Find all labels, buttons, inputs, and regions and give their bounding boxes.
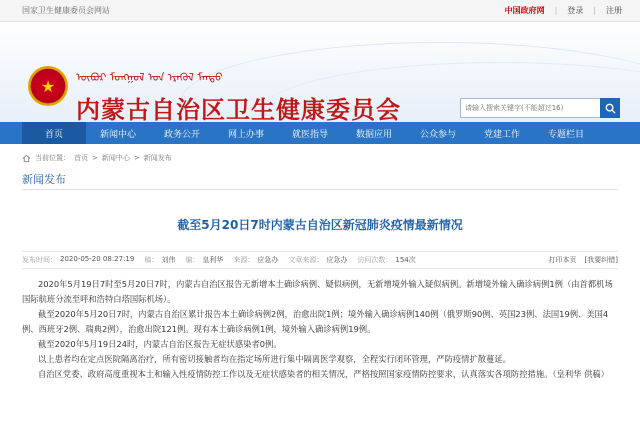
- report-error-link[interactable]: [我要纠错]: [584, 256, 618, 264]
- home-icon: [22, 154, 31, 163]
- section-title: 新闻发布: [22, 168, 618, 190]
- register-link[interactable]: 注册: [606, 6, 622, 15]
- article-paragraph: 2020年5月19日7时至5月20日7时，内蒙古自治区报告无新增本土确诊病例、疑似病例，无新增境外输入疑似病例。新增境外输入确诊病例1例（由首都机场国际航班分流至呼和浩特白塔国际机场）。: [22, 279, 613, 304]
- breadcrumb-home[interactable]: 首页: [74, 154, 88, 162]
- mongolian-title: ᠥᠪᠥᠷ ᠮᠣᠩᠭᠣᠯ ᠤᠨ ᠡᠷᠡᠭᠦᠯ ᠮᠡᠨᠳᠦ: [76, 71, 223, 84]
- article-tools: [549, 255, 618, 265]
- nav-government-affairs[interactable]: 政务公开: [163, 129, 200, 140]
- view-count: 访问次数： 154次: [357, 256, 416, 264]
- national-site-link[interactable]: 国家卫生健康委员会网站: [22, 6, 110, 15]
- source: 来源： 应急办: [233, 256, 279, 264]
- separator: |: [593, 6, 596, 15]
- article-source: 文章来源： 应急办: [288, 256, 348, 264]
- partner-logo[interactable]: 中国政府网: [504, 5, 545, 15]
- article-paragraph: 截至2020年5月20日7时，内蒙古自治区累计报告本土确诊病例2例，治愈出院1例；境外输入确诊病例140例（俄罗斯90例、英国23例、法国19例、美国4例、西班牙2例、瑞典2例），治愈出院121例。现有本土确诊病例1例，境外输入确诊病例19例。: [22, 309, 609, 334]
- article-body: [22, 277, 618, 382]
- login-link[interactable]: 登录: [567, 6, 584, 15]
- breadcrumb-news-release[interactable]: 新闻发布: [143, 154, 172, 162]
- top-bar: [0, 0, 640, 22]
- breadcrumb-separator: >: [133, 154, 140, 162]
- site-banner: [0, 22, 640, 122]
- breadcrumb-prefix: 当前位置：: [35, 154, 70, 162]
- search-box: [460, 98, 620, 118]
- article-title: 截至5月20日7时内蒙古自治区新冠肺炎疫情最新情况: [177, 218, 463, 232]
- main-nav: [0, 122, 640, 144]
- top-bar-actions: [505, 5, 622, 16]
- nav-online-services[interactable]: 网上办事: [227, 129, 264, 140]
- search-icon: [605, 103, 616, 114]
- nav-news-center[interactable]: 新闻中心: [99, 129, 136, 140]
- breadcrumb: [22, 148, 618, 168]
- article-paragraph: 以上患者均在定点医院隔离治疗，所有密切接触者均在指定场所进行集中隔离医学观察，全程实行闭环管理，严防疫情扩散蔓延。: [38, 354, 511, 364]
- national-emblem-icon: ★: [28, 66, 68, 106]
- nav-home[interactable]: 首页: [22, 122, 86, 144]
- print-page-link[interactable]: 打印本页: [548, 256, 577, 264]
- search-button[interactable]: [600, 98, 620, 118]
- article-paragraph: 自治区党委、政府高度重视本土和输入性疫情防控工作以及无症状感染者的相关情况，严格按照国家疫情防控要求，认真落实各项防控措施。（皇利华 供稿）: [38, 369, 609, 379]
- search-input[interactable]: [460, 98, 600, 118]
- nav-party-building[interactable]: 党建工作: [483, 129, 520, 140]
- breadcrumb-news-center[interactable]: 新闻中心: [101, 154, 130, 162]
- editor: 稿： 刘伟: [144, 256, 176, 264]
- nav-medical-guide[interactable]: 就医指导: [291, 129, 328, 140]
- separator: |: [554, 6, 558, 15]
- breadcrumb-separator: >: [92, 154, 98, 162]
- article-meta: [22, 251, 618, 269]
- site-title[interactable]: 内蒙古自治区卫生健康委员会: [76, 95, 401, 122]
- nav-data-application[interactable]: 数据应用: [355, 129, 392, 140]
- publish-time: 发布时间： 2020-05-20 08:27:19: [22, 255, 135, 264]
- article-paragraph: 截至2020年5月19日24时，内蒙古自治区报告无症状感染者0例。: [38, 339, 282, 349]
- nav-public-participation[interactable]: 公众参与: [419, 129, 456, 140]
- reviewer: 编： 皇利华: [185, 256, 224, 264]
- nav-special-topics[interactable]: 专题栏目: [547, 129, 584, 140]
